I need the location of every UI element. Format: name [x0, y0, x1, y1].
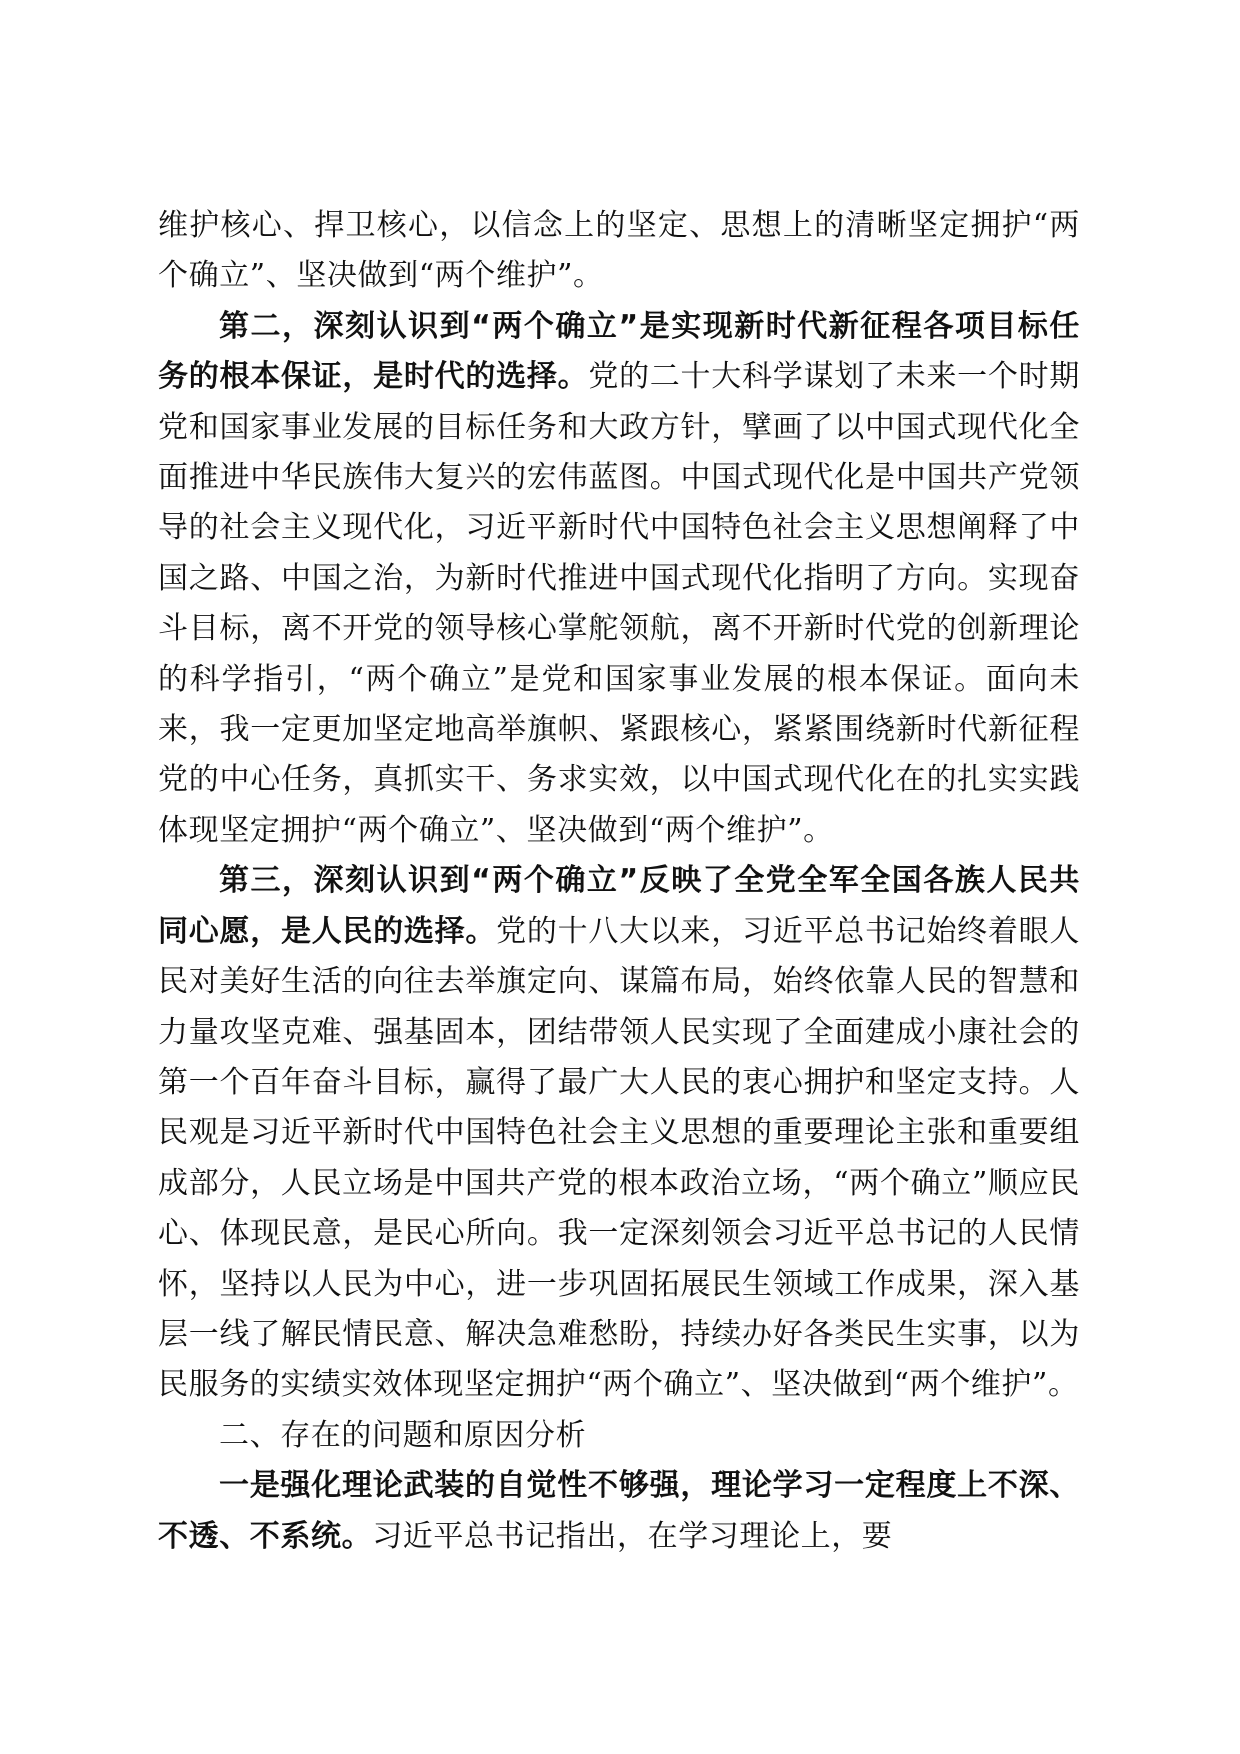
paragraph-body: 维护核心、捍卫核心，以信念上的坚定、思想上的清晰坚定拥护“两个确立”、坚决做到“两个维护”。 — [158, 208, 1080, 294]
paragraph-body: 党的二十大科学谋划了未来一个时期党和国家事业发展的目标任务和大政方针，擘画了以中国式现代化全面推进中华民族伟大复兴的宏伟蓝图。中国式现代化是中国共产党领导的社会主义现代化，习近平新时代中国特色社会主义思想阐释了中国之路、中国之治，为新时代推进中国式现代化指明了方向。实现奋斗目标，离不开党的领导核心掌舵领航，离不开新时代党的创新理论的科学指引，“两个确立”是党和国家事业发展的根本保证。面向未来，我一定更加坚定地高举旗帜、紧跟核心，紧紧围绕新时代新征程党的中心任务，真抓实干、务求实效，以中国式现代化在的扎实实践体现坚定拥护“两个确立”、坚决做到“两个维护”。 — [158, 359, 1080, 848]
paragraph-lead-bold: 一是强化理论武装的自觉性不够强，理论学习一定程度上不深、不透、不系统。 — [158, 1468, 1080, 1554]
paragraph-first-problem — [158, 1461, 1080, 1562]
paragraph-lead-bold: 第二，深刻认识到“两个确立”是实现新时代新征程各项目标任务的根本保证，是时代的选择。 — [158, 308, 1080, 395]
document-page — [158, 201, 1080, 1562]
paragraph-third-point — [158, 856, 1080, 1410]
paragraph-second-point — [158, 302, 1080, 856]
paragraph-body: 习近平总书记指出，在学习理论上，要 — [372, 1518, 893, 1554]
paragraph-continuation — [158, 201, 1080, 302]
section-heading: 二、存在的问题和原因分析 — [219, 1417, 587, 1453]
paragraph-body: 党的十八大以来，习近平总书记始终着眼人民对美好生活的向往去举旗定向、谋篇布局，始终依靠人民的智慧和力量攻坚克难、强基固本，团结带领人民实现了全面建成小康社会的第一个百年奋斗目标，赢得了最广大人民的衷心拥护和坚定支持。人民观是习近平新时代中国特色社会主义思想的重要理论主张和重要组成部分，人民立场是中国共产党的根本政治立场，“两个确立”顺应民心、体现民意，是民心所向。我一定深刻领会习近平总书记的人民情怀，坚持以人民为中心，进一步巩固拓展民生领域工作成果，深入基层一线了解民情民意、解决急难愁盼，持续办好各类民生实事，以为民服务的实绩实效体现坚定拥护“两个确立”、坚决做到“两个维护”。 — [158, 913, 1080, 1403]
paragraph-lead-bold: 第三，深刻认识到“两个确立”反映了全党全军全国各族人民共同心愿，是人民的选择。 — [158, 863, 1080, 949]
